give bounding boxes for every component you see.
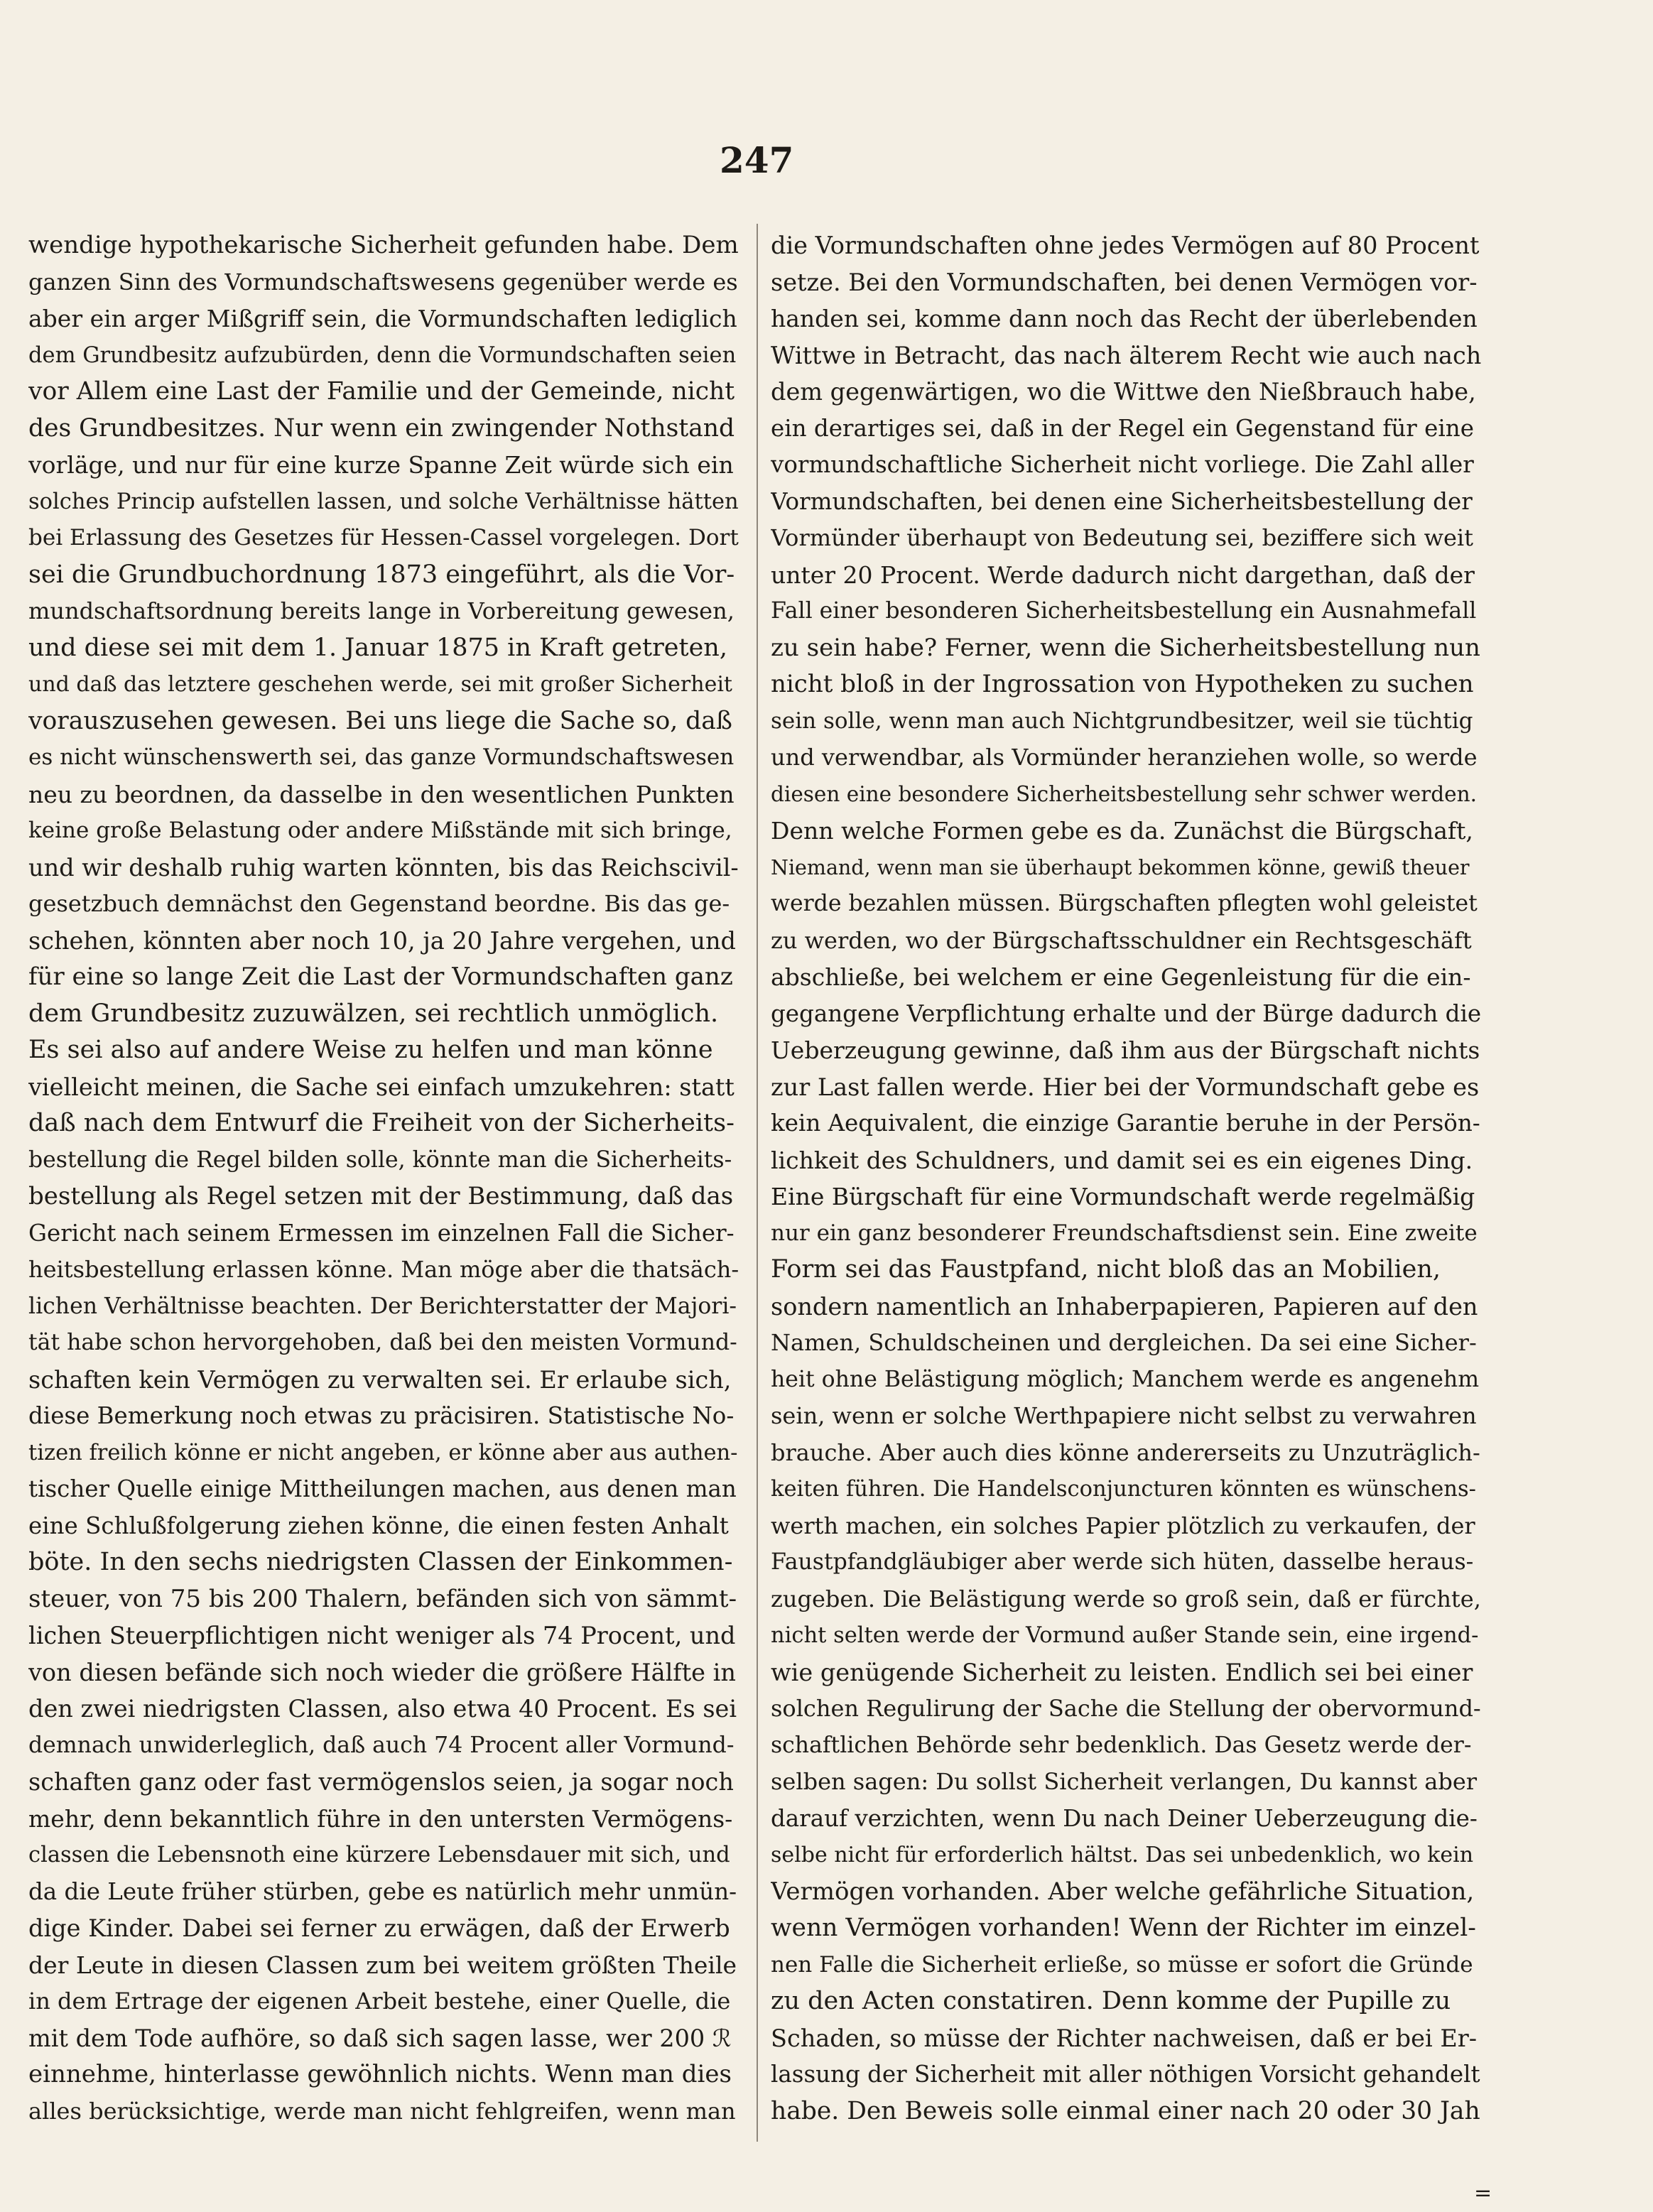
- text-line: Vormünder überhaupt von Bedeutung sei, beziffere sich weit: [771, 524, 1473, 551]
- text-line: Gericht nach seinem Ermessen im einzelnen Fall die Sicher-: [28, 1219, 735, 1247]
- text-line: daß nach dem Entwurf die Freiheit von der Sicherheits-: [28, 1109, 735, 1137]
- text-line: wie genügende Sicherheit zu leisten. Endlich sei bei einer: [771, 1658, 1473, 1686]
- text-line: eine Schlußfolgerung ziehen könne, die einen festen Anhalt: [28, 1512, 729, 1539]
- text-line: und daß das letztere geschehen werde, sei mit großer Sicherheit: [28, 672, 732, 697]
- text-line: und verwendbar, als Vormünder heranziehen wolle, so werde: [771, 744, 1478, 771]
- text-line: werde bezahlen müssen. Bürgschaften pflegten wohl geleistet: [771, 891, 1478, 916]
- text-line: bei Erlassung des Gesetzes für Hessen-Cassel vorgelegen. Dort: [28, 525, 739, 551]
- text-line: lichkeit des Schuldners, und damit sei es ein eigenes Ding.: [771, 1146, 1473, 1174]
- text-line: solchen Regulirung der Sache die Stellung der obervormund-: [771, 1695, 1481, 1722]
- text-line: abschließe, bei welchem er eine Gegenleistung für die ein-: [771, 963, 1471, 991]
- text-line: sondern namentlich an Inhaberpapieren, Papieren auf den: [771, 1292, 1478, 1321]
- text-line: vor Allem eine Last der Familie und der Gemeinde, nicht: [28, 377, 735, 406]
- text-line: habe. Den Beweis solle einmal einer nach 20 oder 30 Jah: [771, 2096, 1480, 2125]
- text-line: keiten führen. Die Handelsconjuncturen könnten es wünschens-: [771, 1477, 1476, 1502]
- text-line: Form sei das Faustpfand, nicht bloß das an Mobilien,: [771, 1255, 1441, 1284]
- text-line: wenn Vermögen vorhanden! Wenn der Richter im einzel-: [771, 1914, 1476, 1942]
- text-line: mehr, denn bekanntlich führe in den untersten Vermögens-: [28, 1804, 733, 1833]
- text-line: einnehme, hinterlasse gewöhnlich nichts. Wenn man dies: [28, 2060, 732, 2088]
- text-line: zur Last fallen werde. Hier bei der Vormundschaft gebe es: [771, 1073, 1480, 1101]
- text-column-left: [28, 227, 739, 2130]
- text-line: vorläge, und nur für eine kurze Spanne Zeit würde sich ein: [28, 451, 734, 479]
- text-line: brauche. Aber auch dies könne andererseits zu Unzuträglich-: [771, 1438, 1480, 1466]
- text-line: zugeben. Die Belästigung werde so groß sein, daß er fürchte,: [771, 1585, 1481, 1612]
- text-line: Denn welche Formen gebe es da. Zunächst die Bürgschaft,: [771, 817, 1473, 845]
- text-line: sein, wenn er solche Werthpapiere nicht selbst zu verwahren: [771, 1402, 1477, 1429]
- text-line: Vormundschaften, bei denen eine Sicherheitsbestellung der: [771, 487, 1473, 515]
- text-line: kein Aequivalent, die einzige Garantie beruhe in der Persön-: [771, 1110, 1480, 1137]
- text-line: zu werden, wo der Bürgschaftsschuldner ein Rechtsgeschäft: [771, 926, 1472, 954]
- text-line: handen sei, komme dann noch das Recht der überlebenden: [771, 305, 1478, 332]
- text-line: selben sagen: Du sollst Sicherheit verlangen, Du kannst aber: [771, 1768, 1478, 1795]
- text-line: nen Falle die Sicherheit erließe, so müsse er sofort die Gründe: [771, 1951, 1473, 1978]
- text-line: böte. In den sechs niedrigsten Classen der Einkommen-: [28, 1548, 733, 1576]
- text-line: gegangene Verpflichtung erhalte und der Bürge dadurch die: [771, 999, 1481, 1027]
- text-line: die Vormundschaften ohne jedes Vermögen auf 80 Procent: [771, 232, 1480, 259]
- text-line: schaften kein Vermögen zu verwalten sei. Er erlaube sich,: [28, 1365, 732, 1394]
- text-line: zu sein habe? Ferner, wenn die Sicherheitsbestellung nun: [771, 633, 1480, 662]
- text-line: Es sei also auf andere Weise zu helfen und man könne: [28, 1036, 713, 1064]
- text-line: da die Leute früher stürben, gebe es natürlich mehr unmün-: [28, 1877, 737, 1905]
- text-line: keine große Belastung oder andere Mißstände mit sich bringe,: [28, 818, 732, 843]
- text-line: Vermögen vorhanden. Aber welche gefährliche Situation,: [771, 1877, 1475, 1906]
- text-line: solches Princip aufstellen lassen, und solche Verhältnisse hätten: [28, 489, 739, 514]
- text-line: schaftlichen Behörde sehr bedenklich. Das Gesetz werde der-: [771, 1732, 1472, 1758]
- text-line: sein solle, wenn man auch Nichtgrundbesitzer, weil sie tüchtig: [771, 707, 1473, 734]
- text-line: in dem Ertrage der eigenen Arbeit bestehe, einer Quelle, die: [28, 1988, 731, 2015]
- text-line: dem Grundbesitz aufzubürden, denn die Vormundschaften seien: [28, 342, 737, 368]
- text-line: alles berücksichtige, werde man nicht fehlgreifen, wenn man: [28, 2097, 736, 2125]
- text-line: tizen freilich könne er nicht angeben, er könne aber aus authen-: [28, 1440, 738, 1465]
- text-line: lichen Verhältnisse beachten. Der Berichterstatter der Majori-: [28, 1293, 737, 1319]
- text-line: heit ohne Belästigung möglich; Manchem werde es angenehm: [771, 1366, 1480, 1392]
- text-line: bestellung die Regel bilden solle, könnte man die Sicherheits-: [28, 1146, 732, 1173]
- text-line: Schaden, so müsse der Richter nachweisen, daß er bei Er-: [771, 2024, 1478, 2052]
- text-line: ganzen Sinn des Vormundschaftswesens gegenüber werde es: [28, 268, 738, 296]
- text-line: schehen, könnten aber noch 10, ja 20 Jahre vergehen, und: [28, 926, 736, 955]
- text-line: bestellung als Regel setzen mit der Bestimmung, daß das: [28, 1182, 734, 1210]
- text-line: tischer Quelle einige Mittheilungen machen, aus denen man: [28, 1475, 737, 1502]
- text-line: nur ein ganz besonderer Freundschaftsdienst sein. Eine zweite: [771, 1220, 1478, 1246]
- text-line: Ueberzeugung gewinne, daß ihm aus der Bürgschaft nichts: [771, 1036, 1480, 1064]
- text-line: Fall einer besonderen Sicherheitsbestellung ein Ausnahmefall: [771, 598, 1477, 624]
- text-line: nicht bloß in der Ingrossation von Hypotheken zu suchen: [771, 670, 1474, 698]
- text-line: wendige hypothekarische Sicherheit gefunden habe. Dem: [28, 231, 739, 259]
- text-line: von diesen befände sich noch wieder die größere Hälfte in: [28, 1658, 736, 1686]
- text-line: unter 20 Procent. Werde dadurch nicht dargethan, daß der: [771, 560, 1475, 589]
- text-line: den zwei niedrigsten Classen, also etwa 40 Procent. Es sei: [28, 1695, 737, 1723]
- text-line: diesen eine besondere Sicherheitsbestellung sehr schwer werden.: [771, 781, 1477, 806]
- text-line: mundschaftsordnung bereits lange in Vorbereitung gewesen,: [28, 597, 735, 624]
- text-line: der Leute in diesen Classen zum bei weitem größten Theile: [28, 1951, 737, 1979]
- text-line: dem Grundbesitz zuzuwälzen, sei rechtlich unmöglich.: [28, 999, 719, 1028]
- text-line: schaften ganz oder fast vermögenslos seien, ja sogar noch: [28, 1768, 734, 1796]
- page-number: 247: [720, 139, 794, 181]
- text-line: Namen, Schuldscheinen und dergleichen. Da sei eine Sicher-: [771, 1329, 1477, 1356]
- text-line: steuer, von 75 bis 200 Thalern, befänden sich von sämmt-: [28, 1584, 737, 1613]
- text-line: mit dem Tode aufhöre, so daß sich sagen lasse, wer 200 ℛ: [28, 2024, 732, 2052]
- text-line: und diese sei mit dem 1. Januar 1875 in Kraft getreten,: [28, 633, 727, 662]
- text-line: zu den Acten constatiren. Denn komme der Pupille zu: [771, 1987, 1451, 2015]
- text-line: für eine so lange Zeit die Last der Vormundschaften ganz: [28, 963, 733, 991]
- text-line: Wittwe in Betracht, das nach älterem Recht wie auch nach: [771, 341, 1481, 369]
- text-line: lichen Steuerpflichtigen nicht weniger als 74 Procent, und: [28, 1622, 736, 1649]
- text-line: nicht selten werde der Vormund außer Stande sein, eine irgend-: [771, 1623, 1479, 1648]
- text-line: vormundschaftliche Sicherheit nicht vorliege. Die Zahl aller: [771, 451, 1474, 478]
- text-line: lassung der Sicherheit mit aller nöthigen Vorsicht gehandelt: [771, 2061, 1480, 2088]
- text-line: Niemand, wenn man sie überhaupt bekommen könne, gewiß theuer: [771, 855, 1470, 879]
- text-line: vielleicht meinen, die Sache sei einfach umzukehren: statt: [28, 1073, 735, 1101]
- text-line: Eine Bürgschaft für eine Vormundschaft werde regelmäßig: [771, 1183, 1475, 1210]
- text-line: setze. Bei den Vormundschaften, bei denen Vermögen vor-: [771, 268, 1478, 296]
- text-line: aber ein arger Mißgriff sein, die Vormundschaften lediglich: [28, 305, 737, 332]
- text-line: selbe nicht für erforderlich hältst. Das sei unbedenklich, wo kein: [771, 1843, 1474, 1867]
- text-line: heitsbestellung erlassen könne. Man möge aber die thatsäch-: [28, 1256, 739, 1283]
- text-line: demnach unwiderleglich, daß auch 74 Procent aller Vormund-: [28, 1732, 735, 1758]
- text-line: darauf verzichten, wenn Du nach Deiner Ueberzeugung die-: [771, 1804, 1478, 1832]
- text-line: dige Kinder. Dabei sei ferner zu erwägen, daß der Erwerb: [28, 1914, 730, 1942]
- continuation-mark: =: [1474, 2181, 1492, 2206]
- text-line: diese Bemerkung noch etwas zu präcisiren. Statistische No-: [28, 1402, 735, 1429]
- text-line: werth machen, ein solches Papier plötzlich zu verkaufen, der: [771, 1512, 1475, 1539]
- column-divider: [757, 224, 758, 2142]
- text-line: Faustpfandgläubiger aber werde sich hüten, dasselbe heraus-: [771, 1549, 1474, 1575]
- text-line: des Grundbesitzes. Nur wenn ein zwingender Nothstand: [28, 413, 735, 443]
- text-line: neu zu beordnen, da dasselbe in den wesentlichen Punkten: [28, 780, 735, 808]
- text-line: dem gegenwärtigen, wo die Wittwe den Nießbrauch habe,: [771, 378, 1476, 406]
- text-line: classen die Lebensnoth eine kürzere Lebensdauer mit sich, und: [28, 1843, 730, 1867]
- text-line: gesetzbuch demnächst den Gegenstand beordne. Bis das ge-: [28, 890, 730, 917]
- text-line: ein derartiges sei, daß in der Regel ein Gegenstand für eine: [771, 414, 1474, 442]
- text-line: es nicht wünschenswerth sei, das ganze Vormundschaftswesen: [28, 744, 735, 770]
- text-line: sei die Grundbuchordnung 1873 eingeführt, als die Vor-: [28, 560, 735, 589]
- text-line: tät habe schon hervorgehoben, daß bei den meisten Vormund-: [28, 1330, 737, 1355]
- text-line: vorauszusehen gewesen. Bei uns liege die Sache so, daß: [28, 706, 732, 735]
- text-column-right: [771, 227, 1481, 2130]
- text-line: und wir deshalb ruhig warten könnten, bis das Reichscivil-: [28, 853, 739, 882]
